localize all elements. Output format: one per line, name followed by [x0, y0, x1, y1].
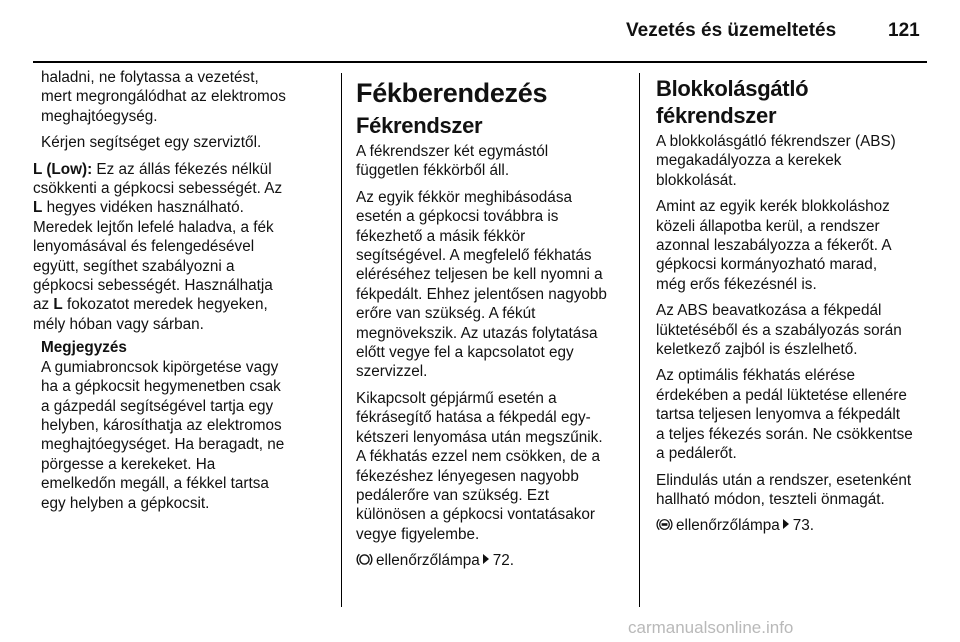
low-gear-text: hegyes vidéken használható. Meredek lejtőn lefelé haladva, a fék lenyomásával és felengedésével együtt, segíthet szabályozni a gépkocsi sebességét. Használhatja az: [33, 199, 274, 314]
column-1: [33, 68, 333, 513]
paragraph: Kikapcsolt gépjármű esetén a fékrásegítő hatása a fékpedál egy- kétszeri lenyomása után megszűnik. A fékhatás ezzel nem csökken, de a fékezéshez lényegesen nagyobb pedálerőre van szükség. Ezt különösen a gépkocsi vontatásakor vegye figyelembe.: [356, 389, 603, 543]
paragraph: Amint az egyik kerék blokkoláshoz közeli állapotba kerül, a rendszer azonnal leszabályozza a fékerőt. A gépkocsi kormányozható marad, még erős fékezésnél is.: [656, 198, 892, 293]
column-3: [656, 68, 952, 543]
gear-letter: L: [53, 296, 63, 314]
note-box: [33, 338, 333, 513]
cross-reference-text: ellenőrzőlámpa: [676, 517, 780, 535]
subsection-heading: Fékrendszer: [356, 113, 483, 138]
low-gear-text: fokozatot meredek hegyeken, mély hóban vagy sárban.: [33, 296, 268, 333]
header-rule: [33, 61, 927, 63]
page-reference-arrow-icon: [783, 519, 789, 529]
page-header-title: Vezetés és üzemeltetés: [626, 20, 837, 41]
paragraph: Az optimális fékhatás elérése érdekében a pedál lüktetése ellenére tartsa teljesen lenyomva a fékpedált a teljes fékezés során. Ne csökkentse a pedálerőt.: [656, 367, 913, 463]
note-text: A gumiabroncsok kipörgetése vagy ha a gépkocsit hegymenetben csak a gázpedál segítségével tartja egy helyben, károsíthatja az elektromos meghajtóegységet. Ha beragadt, ne pörgesse a kerekeket. Ha emelkedőn megáll, a fékkel tartsa egy helyben a gépkocsit.: [41, 358, 285, 512]
watermark: carmanualsonline.info: [628, 618, 794, 637]
cross-reference-page: 72.: [492, 552, 515, 570]
low-gear-label: L (Low):: [33, 160, 93, 178]
paragraph: Az ABS beavatkozása a fékpedál lüktetéséből és a szabályozás során keletkező zajból is észlelhető.: [656, 302, 902, 359]
cross-reference-text: ellenőrzőlámpa: [376, 552, 480, 570]
cross-reference: [356, 551, 636, 570]
note-title: Megjegyzés: [41, 339, 127, 357]
low-gear-text: Ez az állás fékezés nélkül csökkenti a gépkocsi sebességét. Az: [33, 160, 283, 198]
paragraph: Elindulás után a rendszer, esetenként hallható módon, teszteli önmagát.: [656, 471, 912, 508]
paragraph: Az egyik fékkör meghibásodása esetén a gépkocsi továbbra is fékezhető a másik fékkör segítségével. A megfelelő fékhatás eléréséhez teljesen be kell nyomni a fékpedált. Ehhez jelentősen nagyobb erőre van szükség. A fékút megnövekszik. Az utazás folytatása előtt vegye fel a kapcsolatot egy szervizzel.: [356, 188, 607, 381]
column-divider-1: [341, 73, 342, 607]
cross-reference: [656, 516, 952, 535]
gear-letter: L: [33, 199, 43, 217]
section-heading: Fékberendezés: [356, 78, 548, 108]
paragraph: A fékrendszer két egymástól független fékkörből áll.: [356, 143, 549, 180]
section-heading: Blokkolásgátló fékrendszer: [656, 76, 809, 128]
column-2: [356, 68, 636, 578]
paragraph: A blokkolásgátló fékrendszer (ABS) megakadályozza a kerekek blokkolását.: [656, 133, 896, 189]
cross-reference-page: 73.: [792, 517, 815, 535]
abs-warning-icon: [656, 517, 673, 532]
brake-warning-icon: [356, 552, 373, 567]
low-gear-paragraph: [33, 160, 333, 335]
column-divider-2: [639, 73, 640, 607]
paragraph: Kérjen segítséget egy szerviztől.: [41, 134, 262, 152]
page-number: 121: [888, 20, 920, 41]
paragraph: haladni, ne folytassa a vezetést, mert megrongálódhat az elektromos meghajtóegység.: [41, 69, 286, 125]
page-reference-arrow-icon: [483, 554, 489, 564]
